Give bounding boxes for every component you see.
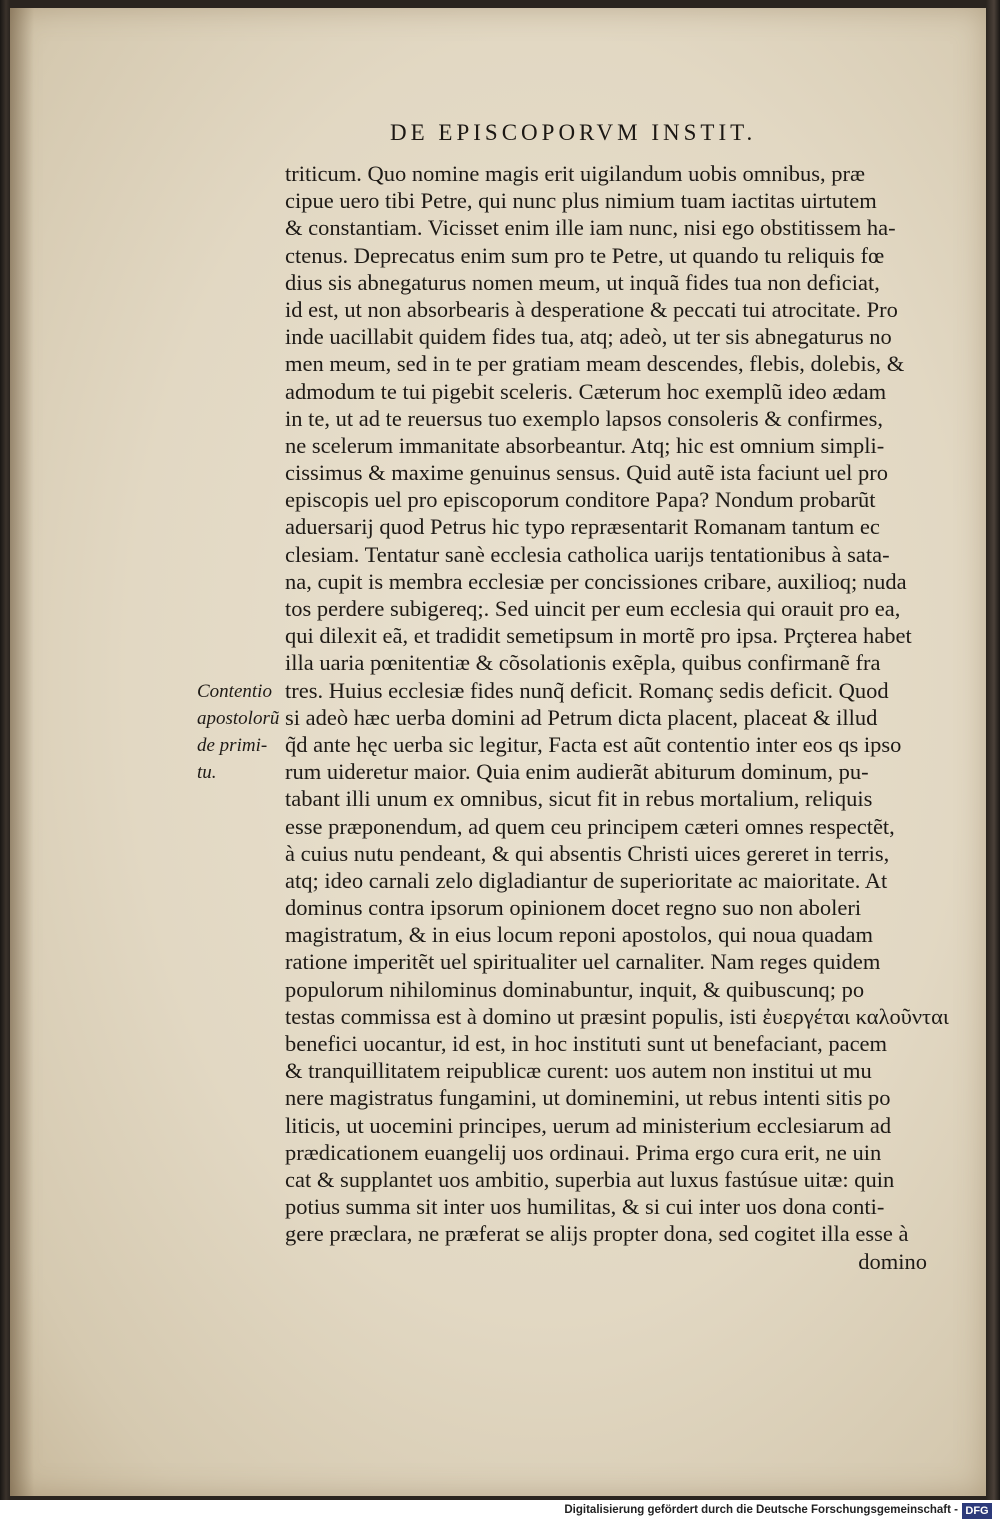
text-line: liticis, ut uocemini principes, uerum ad ministerium ecclesiarum ad [285,1112,892,1138]
text-line: men meum, sed in te per gratiam meam descendes, flebis, dolebis, & [285,351,905,377]
margin-note [197,678,280,786]
text-line: & tranquillitatem reipublicæ curent: uos autem non institui ut mu [285,1058,872,1084]
text-line: admodum te tui pigebit sceleris. Cæterum hoc exemplũ ideo ædam [285,378,887,404]
text-line: aduersarij quod Petrus hic typo repræsentarit Romanam tantum ec [285,514,880,540]
margin-note-line: apostolorũ [197,708,280,729]
text-line: potius summa sit inter uos humilitas, & si cui inter uos dona conti- [285,1194,885,1220]
text-line: cissimus & maxime genuinus sensus. Quid autẽ ista faciunt uel pro [285,460,889,486]
text-line: tos perdere subigereq;. Sed uincit per eum ecclesia qui orauit pro ea, [285,596,901,621]
text-line: id est, ut non absorbearis à desperatione & peccati tui atrocitate. Pro [285,296,898,322]
dfg-logo-icon: DFG [962,1503,992,1519]
text-line: populorum nihilominus dominabuntur, inquit, & quibuscunq; po [285,976,865,1002]
margin-note-line: de primi- [197,735,268,756]
text-line: triticum. Quo nomine magis erit uigilandum uobis omnibus, præ [285,161,865,186]
text-line: à cuius nutu pendeant, & qui absentis Christi uices gereret in terris, [285,840,890,866]
main-text [285,160,949,1275]
text-line: benefici uocantur, id est, in hoc instituti sunt ut benefaciant, pacem [285,1031,888,1056]
text-line: si adeò hæc uerba domini ad Petrum dicta placent, placeat & illud [285,704,878,730]
text-line: inde uacillabit quidem fides tua, atq; adeò, ut ter sis abnegaturus no [285,324,892,350]
text-line: atq; ideo carnali zelo digladiantur de superioritate ac maioritate. At [285,867,888,893]
text-line: ctenus. Deprecatus enim sum pro te Petre, ut quando tu reliquis fœ [285,242,885,268]
running-head: DE EPISCOPORVM INSTIT. [390,120,757,145]
text-line: magistratum, & in eius locum reponi apostolos, qui noua quadam [285,922,874,948]
text-line: & constantiam. Vicisset enim ille iam nunc, nisi ego obstitissem ha- [285,215,896,241]
text-line: rum uideretur maior. Quia enim audierãt abiturum dominum, pu- [285,759,869,785]
text-line: ratione imperitẽt uel spiritualiter uel carnaliter. Nam reges quidem [285,949,881,975]
text-line: episcopis uel pro episcoporum conditore Papa? Nondum probarũt [285,487,876,513]
page-gutter-shadow [10,8,34,1496]
text-line: gere præclara, ne præferat se alijs propter dona, sed cogitet illa esse à [285,1221,909,1247]
text-line: testas commissa est à domino ut præsint populis, isti ἐυεργέται καλοῦνται [285,1003,949,1029]
text-line: q̃d ante hęc uerba sic legitur, Facta est aũt contentio inter eos qs ipso [285,731,902,757]
text-line: dominus contra ipsorum opinionem docet regno suo non aboleri [285,895,862,921]
text-line: in te, ut ad te reuersus tuo exemplo lapsos consoleris & confirmes, [285,405,883,431]
margin-note-line: Contentio [197,681,272,702]
text-line: dius sis abnegaturus nomen meum, ut inquã fides tua non deficiat, [285,269,880,295]
text-line: na, cupit is membra ecclesiæ per concissiones cribare, auxilioq; nuda [285,568,907,594]
text-line: cat & supplantet uos ambitio, superbia aut luxus fastúsue uitæ: quin [285,1166,895,1192]
text-line: tres. Huius ecclesiæ fides nunq̃ deficit. Romanç sedis deficit. Quod [285,677,889,703]
margin-note-line: tu. [197,762,217,783]
text-line: illa uaria pœnitentiæ & cõsolationis exẽpla, quibus confirmanẽ fra [285,650,881,676]
catchword: domino [858,1248,927,1274]
footer-bar [0,1500,1000,1523]
text-line: tabant illi unum ex omnibus, sicut fit in rebus mortalium, reliquis [285,786,873,812]
text-line: prædicationem euangelij uos ordinaui. Prima ergo cura erit, ne uin [285,1139,882,1165]
text-line: qui dilexit eã, et tradidit semetipsum in mortẽ pro ipsa. Prçterea habet [285,623,912,649]
text-line: cipue uero tibi Petre, qui nunc plus nimium tuam iactitas uirtutem [285,188,877,214]
text-line: clesiam. Tentatur sanè ecclesia catholica uarijs tentationibus à sata- [285,541,890,567]
text-line: nere magistratus fungamini, ut dominemini, ut rebus intenti sitis po [285,1085,891,1111]
dfg-credit-text: Digitalisierung gefördert durch die Deutsche Forschungsgemeinschaft - [564,1504,958,1516]
book-page [10,8,986,1496]
text-line: ne scelerum immanitate absorbeantur. Atq; hic est omnium simpli- [285,432,885,458]
text-line: esse præponendum, ad quem ceu principem cæteri omnes respectẽt, [285,813,895,839]
